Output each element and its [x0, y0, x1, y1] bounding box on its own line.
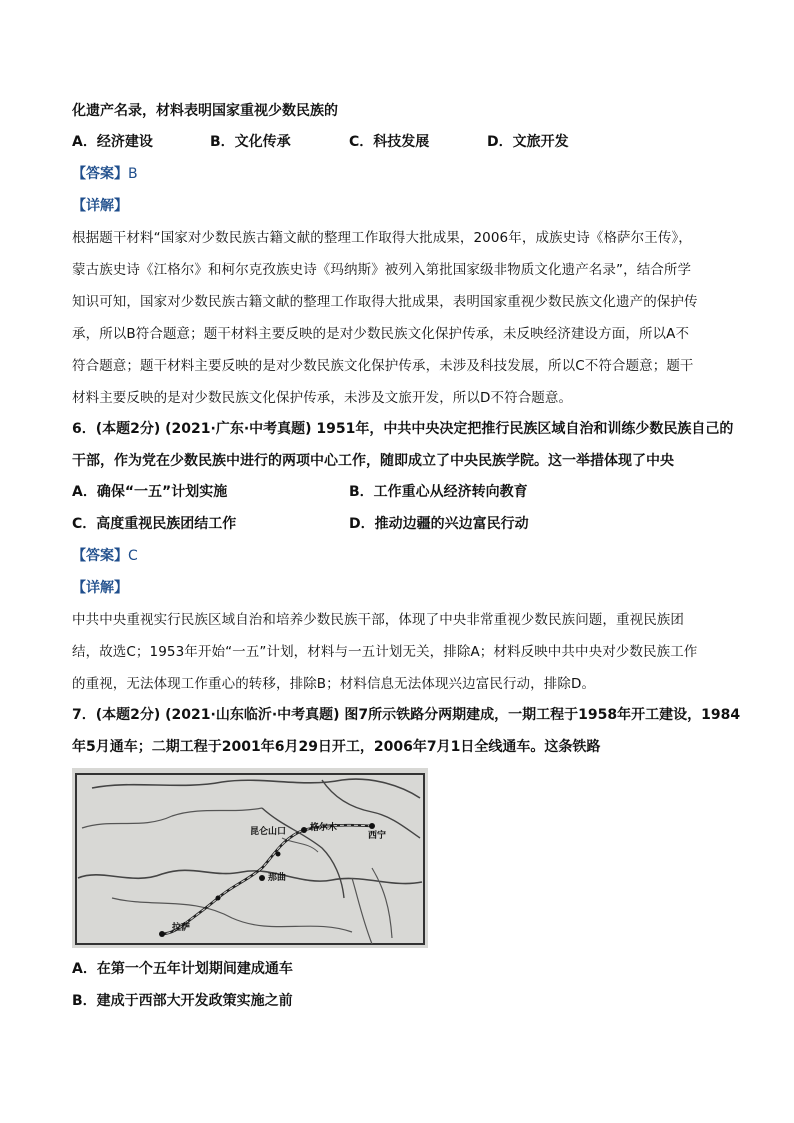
q7-stem-line: 年5月通车；二期工程于2001年6月29日开工，2006年7月1日全线通车。这条铁路: [72, 739, 601, 755]
q5-answer-row: [72, 164, 138, 184]
q5-option-a: A．经济建设: [72, 134, 153, 150]
q6-detail-line: 的重视，无法体现工作重心的转移，排除B；材料信息无法体现兴边富民行动，排除D。: [72, 676, 596, 692]
map-label-lhasa: 拉萨: [172, 923, 191, 933]
q5-option-b: B．文化传承: [210, 134, 291, 150]
q6-option-b: B．工作重心从经济转向教育: [349, 484, 528, 500]
map-label-xining: 西宁: [368, 831, 387, 841]
q5-detail-line: 根据题干材料“国家对少数民族古籍文献的整理工作取得大批成果，2006年，成族史诗《格萨尔王传》，: [72, 230, 692, 246]
q5-detail-line: 符合题意；题干材料主要反映的是对少数民族文化保护传承，未涉及科技发展，所以C不符合题意；题干: [72, 358, 694, 374]
q5-option-c: C．科技发展: [349, 134, 430, 150]
map-label-kunlun-pass: 昆仑山口: [250, 827, 287, 837]
map-label-nagqu: 那曲: [268, 873, 287, 883]
q6-detail-line: 结，故选C；1953年开始“一五”计划，材料与一五计划无关，排除A；材料反映中共中央对少数民族工作: [72, 644, 698, 660]
q6-stem-line: 6．(本题2分) (2021·广东·中考真题) 1951年，中共中央决定把推行民族区域自治和训练少数民族自己的: [72, 421, 734, 437]
q5-detail-line: 知识可知，国家对少数民族古籍文献的整理工作取得大批成果，表明国家重视少数民族文化遗产的保护传: [72, 294, 698, 310]
q7-stem-line: 7．(本题2分) (2021·山东临沂·中考真题) 图7所示铁路分两期建成，一期工程于1958年开工建设，1984: [72, 707, 741, 723]
q6-detail-line: 中共中央重视实行民族区域自治和培养少数民族干部，体现了中央非常重视少数民族问题，重视民族团: [72, 612, 684, 628]
q6-answer-row: [72, 546, 138, 566]
q6-option-d: D．推动边疆的兴边富民行动: [349, 516, 529, 532]
q5-option-d: D．文旅开发: [487, 134, 569, 150]
q5-detail-line: 蒙古族史诗《江格尔》和柯尔克孜族史诗《玛纳斯》被列入第批国家级非物质文化遗产名录”，结合所学: [72, 262, 692, 278]
q5-detail-tag: 【详解】: [72, 198, 128, 214]
answer-value: B: [128, 166, 138, 182]
answer-tag: 【答案】: [72, 548, 128, 564]
answer-value: C: [128, 548, 138, 564]
q7-option-b: B．建成于西部大开发政策实施之前: [72, 993, 293, 1009]
q5-detail-line: 承，所以B符合题意；题干材料主要反映的是对少数民族文化保护传承，未反映经济建设方面，所以A不: [72, 326, 690, 342]
q6-detail-tag: 【详解】: [72, 580, 128, 596]
railway-map: [72, 768, 428, 948]
q6-option-c: C．高度重视民族团结工作: [72, 516, 237, 532]
map-label-golmud: 格尔木: [310, 823, 338, 833]
answer-tag: 【答案】: [72, 166, 128, 182]
q6-stem-line: 干部，作为党在少数民族中进行的两项中心工作，随即成立了中央民族学院。这一举措体现了中央: [72, 453, 674, 469]
q7-option-a: A．在第一个五年计划期间建成通车: [72, 961, 293, 977]
q5-detail-line: 材料主要反映的是对少数民族文化保护传承，未涉及文旅开发，所以D不符合题意。: [72, 390, 573, 406]
q5-stem-tail: 化遗产名录，材料表明国家重视少数民族的: [72, 103, 338, 119]
q6-option-a: A．确保“一五”计划实施: [72, 484, 228, 500]
